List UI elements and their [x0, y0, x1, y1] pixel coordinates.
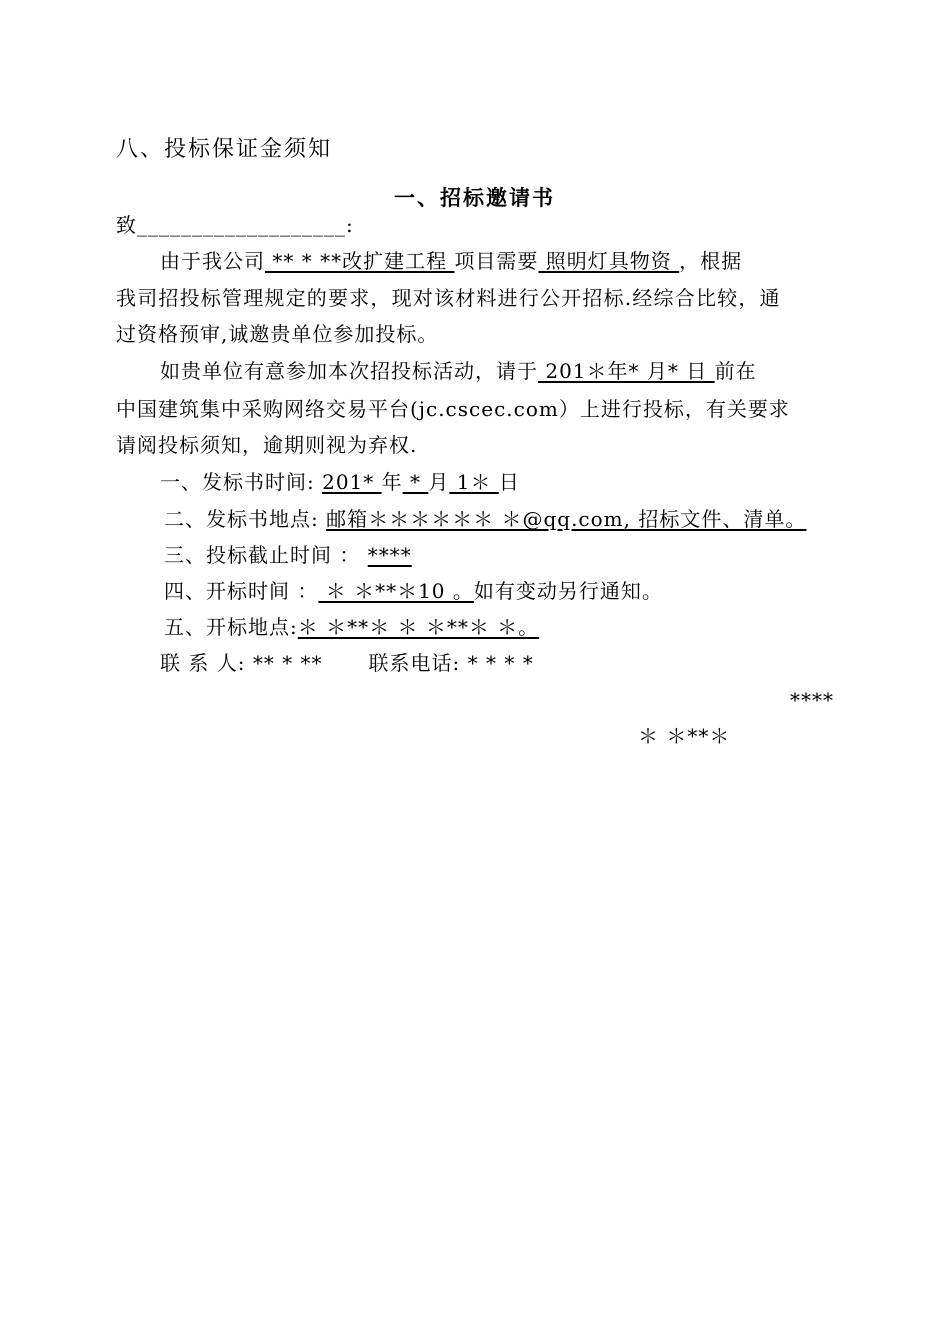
issue-time-label: 一、发标书时间: — [160, 470, 323, 494]
contact-phone-value: * * * * — [467, 651, 534, 675]
open-place-label: 五、开标地点: — [164, 615, 298, 639]
project-name: ** * **改扩建工程 — [265, 249, 455, 273]
bid-deadline-label: 三、投标截止时间 ： — [164, 543, 368, 567]
contact-person-value: ** * ** — [252, 651, 323, 675]
para1-text-a: 由于我公司 — [160, 249, 265, 273]
issue-year: 201* — [322, 470, 382, 494]
signature-line2: ＊ ＊**＊ — [638, 724, 731, 748]
material-name: 照明灯具物资 — [538, 249, 680, 273]
issue-day-unit: 日 — [498, 470, 520, 494]
salutation-line — [116, 213, 354, 237]
salutation-prefix: 致 — [116, 213, 137, 237]
open-place-line — [164, 615, 539, 639]
section-heading: 八、投标保证金须知 — [116, 137, 333, 162]
issue-place-label: 二、发标书地点: — [164, 507, 327, 531]
issue-month-unit: 月 — [428, 470, 450, 494]
bid-deadline-value: **** — [367, 543, 412, 567]
issue-time-line — [160, 470, 520, 494]
deadline-date: 201＊年* 月* 日 — [538, 359, 715, 383]
para1-line3: 过资格预审,诚邀贵单位参加投标。 — [116, 322, 439, 346]
contact-line — [160, 651, 534, 675]
open-time-line — [164, 579, 663, 603]
open-place-value: ＊ ＊**＊ ＊ ＊**＊ ＊。 — [297, 615, 540, 639]
contact-person-label: 联 系 人: — [160, 651, 253, 675]
bid-deadline-line — [164, 543, 412, 567]
open-time-note: 如有变动另行通知。 — [473, 579, 663, 603]
contact-phone-label: 联系电话: — [368, 651, 468, 675]
open-time-label: 四、开标时间 ： — [164, 579, 319, 603]
signature-line1: **** — [790, 688, 834, 712]
open-time-value: ＊ ＊**＊10 。 — [318, 579, 474, 603]
recipient-blank: ___________________ — [137, 213, 346, 237]
para1-text-b: 项目需要 — [454, 249, 539, 273]
issue-place-value: 邮箱＊＊＊＊＊＊ ＊@qq.com, 招标文件、清单。 — [326, 507, 807, 531]
para2-text-b: 前在 — [714, 359, 757, 383]
para1-line2: 我司招投标管理规定的要求，现对该材料进行公开招标.经综合比较，通 — [116, 286, 781, 310]
salutation-suffix: : — [346, 213, 354, 237]
para2-line3: 请阅投标须知，逾期则视为弃权. — [116, 433, 418, 457]
para2-line1 — [160, 359, 757, 383]
document-title: 一、招标邀请书 — [394, 185, 555, 210]
para1-text-c: ，根据 — [679, 249, 743, 273]
issue-month: * — [402, 470, 429, 494]
issue-day: 1＊ — [449, 470, 499, 494]
issue-year-unit: 年 — [381, 470, 403, 494]
para1-line1 — [160, 249, 742, 273]
para2-text-a: 如贵单位有意参加本次招投标活动，请于 — [160, 359, 538, 383]
issue-place-line — [164, 507, 806, 531]
para2-line2: 中国建筑集中采购网络交易平台(jc.cscec.com）上进行投标，有关要求 — [116, 397, 790, 421]
